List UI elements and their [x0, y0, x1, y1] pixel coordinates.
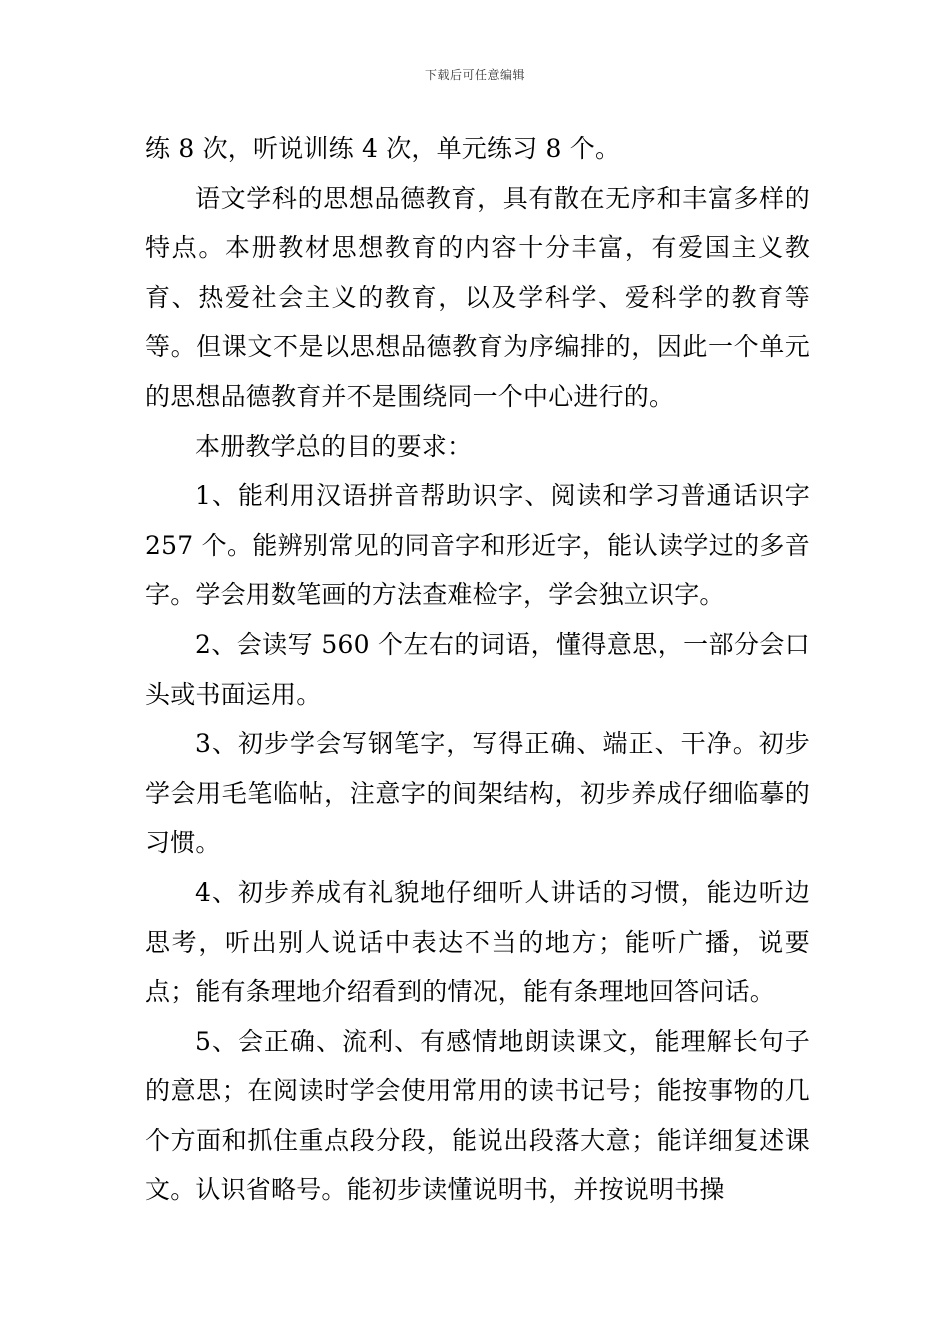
paragraph-continuation: 练 8 次，听说训练 4 次，单元练习 8 个。 — [145, 134, 621, 163]
page-header: 下载后可任意编辑 — [424, 68, 525, 82]
document-body — [145, 124, 810, 1215]
paragraph-goal-4: 4、初步养成有礼貌地仔细听人讲话的习惯，能边听边思考，听出别人说话中表达不当的地方；能听广播，说要点；能有条理地介绍看到的情况，能有条理地回答问话。 — [145, 877, 810, 1007]
paragraph-moral-education: 语文学科的思想品德教育，具有散在无序和丰富多样的特点。本册教材思想教育的内容十分丰富，有爱国主义教育、热爱社会主义的教育，以及学科学、爱科学的教育等等。但课文不是以思想品德教育为序编排的，因此一个单元的思想品德教育并不是围绕同一个中心进行的。 — [145, 183, 810, 411]
paragraph-goal-3: 3、初步学会写钢笔字，写得正确、端正、干净。初步学会用毛笔临帖，注意字的间架结构，初步养成仔细临摹的习惯。 — [145, 729, 810, 858]
paragraph-goals-heading: 本册教学总的目的要求： — [195, 431, 473, 461]
paragraph-goal-5: 5、会正确、流利、有感情地朗读课文，能理解长句子的意思；在阅读时学会使用常用的读书记号；能按事物的几个方面和抓住重点段分段，能说出段落大意；能详细复述课文。认识省略号。能初步读懂说明书，并按说明书操 — [145, 1026, 810, 1205]
paragraph-goal-2: 2、会读写 560 个左右的词语，懂得意思，一部分会口头或书面运用。 — [145, 629, 810, 709]
paragraph-goal-1: 1、能利用汉语拼音帮助识字、阅读和学习普通话识字 257 个。能辨别常见的同音字和形近字，能认读学过的多音字。学会用数笔画的方法查难检字，学会独立识字。 — [145, 481, 810, 610]
